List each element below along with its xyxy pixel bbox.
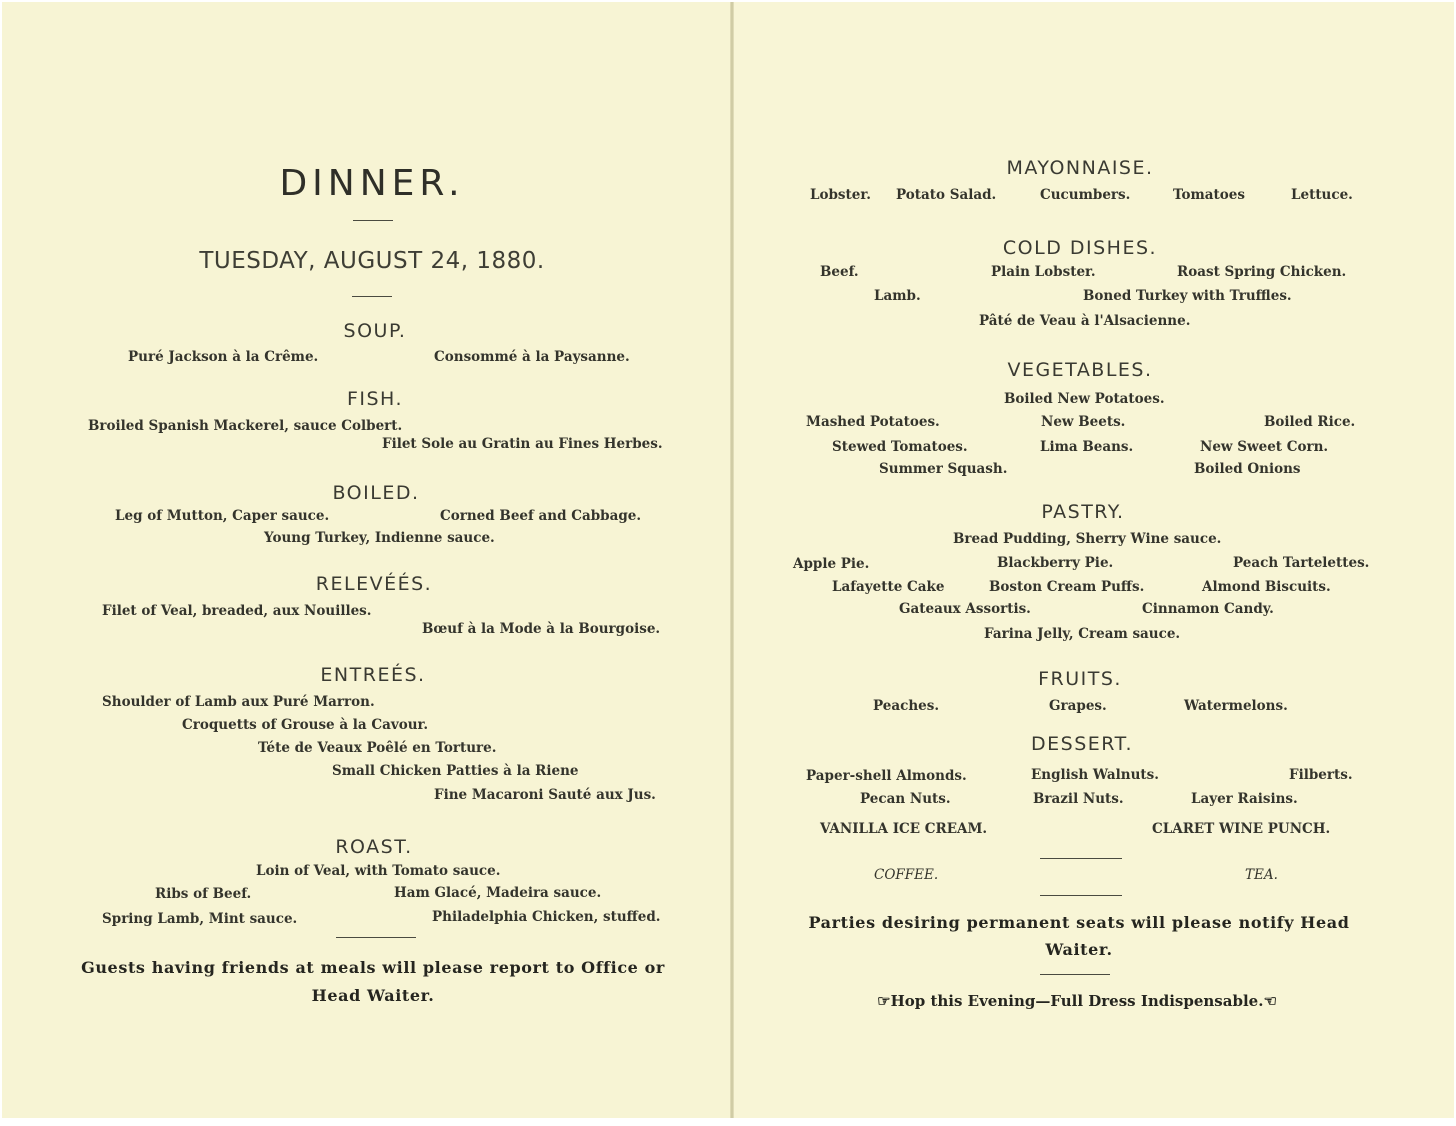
pointing-hand-right-icon: ☜ <box>1263 992 1277 1010</box>
menu-item: Potato Salad. <box>896 187 997 203</box>
menu-item: Loin of Veal, with Tomato sauce. <box>256 863 501 879</box>
menu-item: Boiled Rice. <box>1264 414 1356 430</box>
coffee-label: COFFEE. <box>874 867 939 883</box>
date-rule <box>352 296 392 297</box>
guests-notice-line-1: Guests having friends at meals will please report to Office or <box>81 958 665 977</box>
menu-item: New Beets. <box>1041 414 1126 430</box>
menu-item: Beef. <box>820 264 859 280</box>
hop-notice <box>877 994 1277 1009</box>
menu-item: Bread Pudding, Sherry Wine sauce. <box>953 531 1222 547</box>
menu-item: Grapes. <box>1049 698 1107 714</box>
dessert-rule <box>1040 858 1122 859</box>
menu-item: Pecan Nuts. <box>860 791 951 807</box>
title-rule <box>353 220 393 221</box>
guests-notice-line-2: Head Waiter. <box>311 986 435 1005</box>
menu-item: Ham Glacé, Madeira sauce. <box>394 885 602 901</box>
menu-item: Mashed Potatoes. <box>806 414 940 430</box>
menu-item: Paper-shell Almonds. <box>806 768 967 784</box>
section-heading-fruits: FRUITS. <box>1038 668 1122 690</box>
menu-item: Consommé à la Paysanne. <box>434 349 630 365</box>
section-heading-roast: ROAST. <box>335 836 413 858</box>
left-page <box>2 2 730 1118</box>
menu-item: Philadelphia Chicken, stuffed. <box>432 909 661 925</box>
section-heading-pastry: PASTRY. <box>1041 501 1125 523</box>
coffee-tea-rule <box>1040 895 1122 896</box>
menu-item: Small Chicken Patties à la Riene <box>332 763 579 779</box>
menu-item: Blackberry Pie. <box>997 555 1114 571</box>
tea-label: TEA. <box>1245 867 1278 883</box>
menu-item: Layer Raisins. <box>1191 791 1298 807</box>
seats-notice-line-2: Waiter. <box>1045 940 1113 959</box>
menu-item: Summer Squash. <box>879 461 1008 477</box>
menu-item: Shoulder of Lamb aux Puré Marron. <box>102 694 375 710</box>
menu-item: Bœuf à la Mode à la Bourgoise. <box>422 621 661 637</box>
menu-date: TUESDAY, AUGUST 24, 1880. <box>199 248 545 274</box>
menu-item: English Walnuts. <box>1031 767 1159 783</box>
menu-item: Spring Lamb, Mint sauce. <box>102 911 298 927</box>
menu-title: DINNER. <box>279 163 465 204</box>
section-heading-relevees: RELEVÉÉS. <box>315 573 433 595</box>
menu-sheet <box>2 2 1454 1118</box>
menu-item: Almond Biscuits. <box>1202 579 1331 595</box>
menu-item: Peach Tartelettes. <box>1233 555 1370 571</box>
menu-item: Watermelons. <box>1184 698 1288 714</box>
menu-item: Boned Turkey with Truffles. <box>1083 288 1292 304</box>
menu-item: Lamb. <box>874 288 921 304</box>
menu-item: Young Turkey, Indienne sauce. <box>264 530 495 546</box>
menu-item: Apple Pie. <box>793 556 870 572</box>
menu-item: Téte de Veaux Poêlé en Torture. <box>258 740 497 756</box>
menu-item: Boiled Onions <box>1194 461 1301 477</box>
menu-item: Cinnamon Candy. <box>1142 601 1274 617</box>
menu-item: Brazil Nuts. <box>1033 791 1124 807</box>
section-heading-dessert: DESSERT. <box>1031 733 1133 755</box>
section-heading-boiled: BOILED. <box>332 482 420 504</box>
section-heading-fish: FISH. <box>346 388 404 410</box>
menu-item: Leg of Mutton, Caper sauce. <box>115 508 330 524</box>
right-page <box>734 2 1454 1118</box>
menu-item: Plain Lobster. <box>991 264 1096 280</box>
menu-item: Lobster. <box>810 187 871 203</box>
menu-item: Fine Macaroni Sauté aux Jus. <box>434 787 656 803</box>
menu-item: Filberts. <box>1289 767 1353 783</box>
menu-item: Ribs of Beef. <box>155 886 252 902</box>
menu-item: Stewed Tomatoes. <box>832 439 968 455</box>
section-heading-entrees: ENTREÉS. <box>320 664 426 686</box>
menu-item: Broiled Spanish Mackerel, sauce Colbert. <box>88 418 403 434</box>
menu-item: Cucumbers. <box>1040 187 1131 203</box>
section-heading-soup: SOUP. <box>343 320 407 342</box>
menu-item: Croquetts of Grouse à la Cavour. <box>182 717 429 733</box>
menu-item: Boiled New Potatoes. <box>1004 391 1165 407</box>
menu-item: Filet of Veal, breaded, aux Nouilles. <box>102 603 372 619</box>
menu-item: Corned Beef and Cabbage. <box>440 508 642 524</box>
menu-item: Lettuce. <box>1291 187 1353 203</box>
menu-item: Peaches. <box>873 698 940 714</box>
notice-rule <box>1040 974 1110 975</box>
hop-notice-text: Hop this Evening—Full Dress Indispensable. <box>890 992 1264 1010</box>
menu-item: Filet Sole au Gratin au Fines Herbes. <box>382 436 663 452</box>
menu-item: Boston Cream Puffs. <box>989 579 1145 595</box>
roast-rule <box>336 937 416 938</box>
seats-notice-line-1: Parties desiring permanent seats will please notify Head <box>808 913 1350 932</box>
menu-item: Puré Jackson à la Crême. <box>128 349 319 365</box>
menu-item: Pâté de Veau à l'Alsacienne. <box>979 313 1191 329</box>
section-heading-vegetables: VEGETABLES. <box>1007 359 1153 381</box>
menu-item: New Sweet Corn. <box>1200 439 1329 455</box>
menu-item: Lima Beans. <box>1040 439 1134 455</box>
section-heading-mayonnaise: MAYONNAISE. <box>1006 157 1154 179</box>
section-heading-cold-dishes: COLD DISHES. <box>1002 237 1158 259</box>
menu-item: Tomatoes <box>1173 187 1245 203</box>
menu-item: Roast Spring Chicken. <box>1177 264 1347 280</box>
menu-item: Lafayette Cake <box>832 579 945 595</box>
menu-item: Gateaux Assortis. <box>899 601 1031 617</box>
menu-item: Farina Jelly, Cream sauce. <box>984 626 1181 642</box>
pointing-hand-left-icon: ☞ <box>877 992 891 1010</box>
menu-item: CLARET WINE PUNCH. <box>1152 821 1331 837</box>
menu-item: VANILLA ICE CREAM. <box>820 821 988 837</box>
